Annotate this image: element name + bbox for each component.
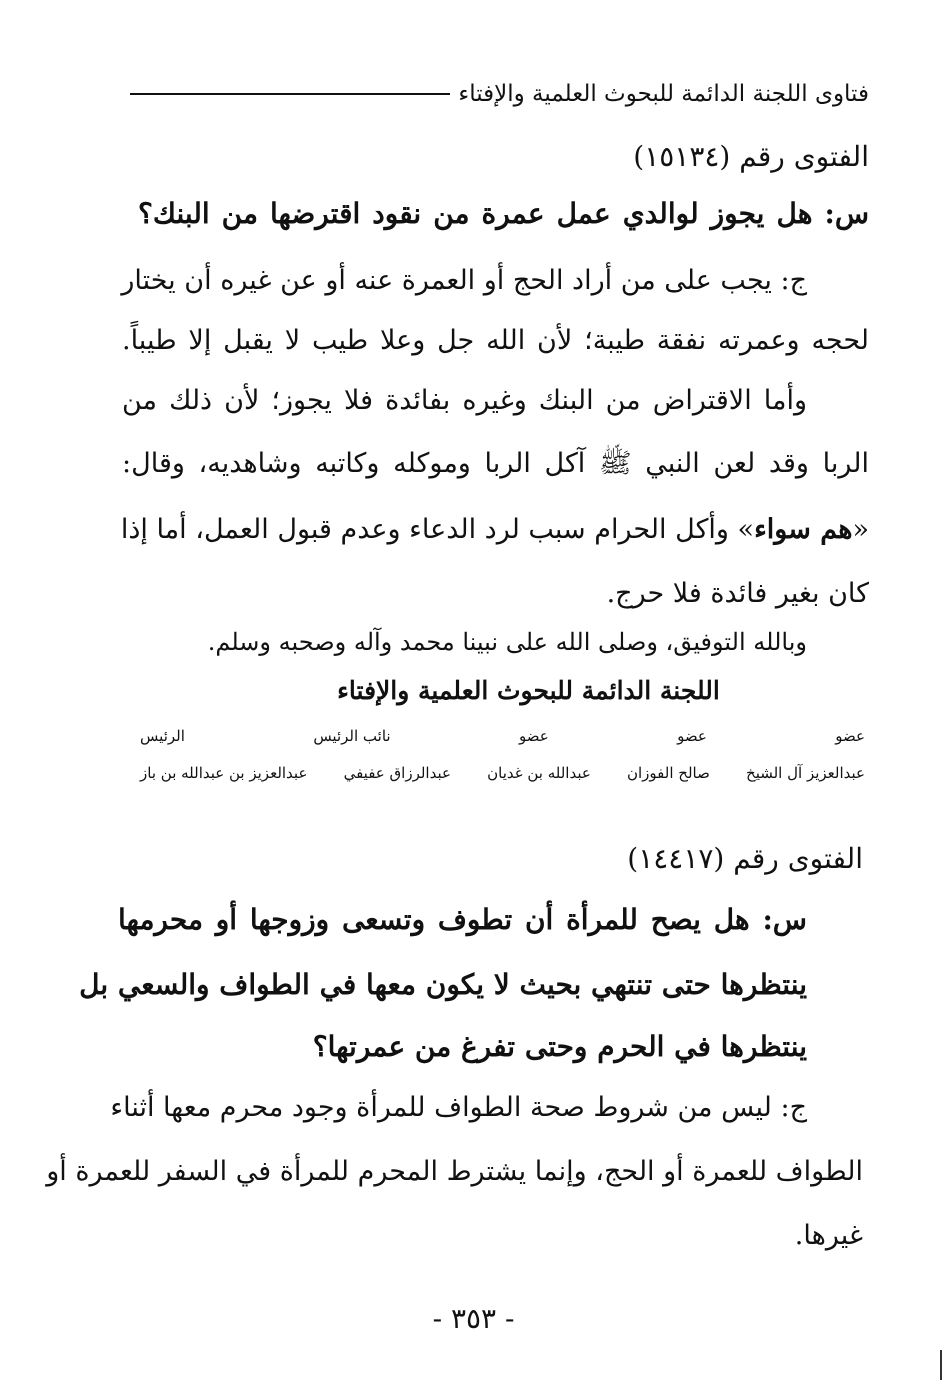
signatory-name: عبدالعزيز آل الشيخ (746, 764, 865, 782)
fatwa2-answer-line-1: ج: ليس من شروط صحة الطواف للمرأة وجود محرم معها أثناء (110, 1092, 807, 1123)
signatory-names (140, 764, 865, 782)
fatwa1-answer-line-4: الربا وقد لعن النبي ﷺ آكل الربا وموكله وكاتبه وشاهديه، وقال: (122, 448, 869, 479)
signatory-name: عبدالله بن غديان (487, 764, 591, 782)
quote-open: « (852, 514, 869, 545)
fatwa1-answer-line-5 (122, 514, 869, 546)
fatwa1-answer-line-6: كان بغير فائدة فلا حرج. (606, 578, 869, 609)
signatory-name: عبدالرزاق عفيفي (343, 764, 451, 782)
fatwa1-answer-line-3: وأما الاقتراض من البنك وغيره بفائدة فلا يجوز؛ لأن ذلك من (122, 385, 807, 416)
signatory-role: عضو (519, 727, 549, 745)
fatwa1-answer-line-2: لحجه وعمرته نفقة طيبة؛ لأن الله جل وعلا طيب لا يقبل إلا طيباً. (122, 325, 869, 356)
signatory-name: عبدالعزيز بن عبدالله بن باز (140, 764, 308, 782)
fatwa2-question-line-1: س: هل يصح للمرأة أن تطوف وتسعى وزوجها أو محرمها (118, 903, 807, 936)
scan-edge-mark (940, 1350, 942, 1380)
hadith-quote: هم سواء (754, 514, 853, 545)
running-header (130, 74, 869, 114)
page-number: - ٣٥٣ - (432, 1302, 515, 1335)
signatory-role: عضو (835, 727, 865, 745)
fatwa2-question-line-3: ينتظرها في الحرم وحتى تفرغ من عمرتها؟ (312, 1030, 807, 1063)
header-rule (130, 93, 450, 95)
signatory-name: صالح الفوزان (627, 764, 710, 782)
fatwa2-answer-line-3: غيرها. (794, 1220, 863, 1251)
fatwa1-answer-line-1: ج: يجب على من أراد الحج أو العمرة عنه أو عن غيره أن يختار (121, 265, 807, 296)
signatory-role: نائب الرئيس (313, 727, 391, 745)
signatory-role: الرئيس (140, 727, 185, 745)
fatwa1-question: س: هل يجوز لوالدي عمل عمرة من نقود اقترضها من البنك؟ (138, 197, 869, 230)
committee-name: اللجنة الدائمة للبحوث العلمية والإفتاء (337, 676, 720, 705)
closing-formula: وبالله التوفيق، وصلى الله على نبينا محمد وآله وصحبه وسلم. (207, 628, 807, 656)
quote-close: » (737, 514, 755, 545)
fatwa-number-2: الفتوى رقم (١٤٤١٧) (627, 842, 863, 875)
fatwa2-question-line-2: ينتظرها حتى تنتهي بحيث لا يكون معها في الطواف والسعي بل (79, 968, 807, 1001)
answer-line-5-rest: وأكل الحرام سبب لرد الدعاء وعدم قبول العمل، أما إذا (120, 514, 738, 545)
signatory-role: عضو (677, 727, 707, 745)
fatwa2-answer-line-2: الطواف للعمرة أو الحج، وإنما يشترط المحرم للمرأة في السفر للعمرة أو (46, 1156, 863, 1187)
signatory-roles (140, 727, 865, 745)
fatwa-number-1: الفتوى رقم (١٥١٣٤) (633, 140, 869, 173)
running-title: فتاوى اللجنة الدائمة للبحوث العلمية والإفتاء (458, 81, 869, 107)
